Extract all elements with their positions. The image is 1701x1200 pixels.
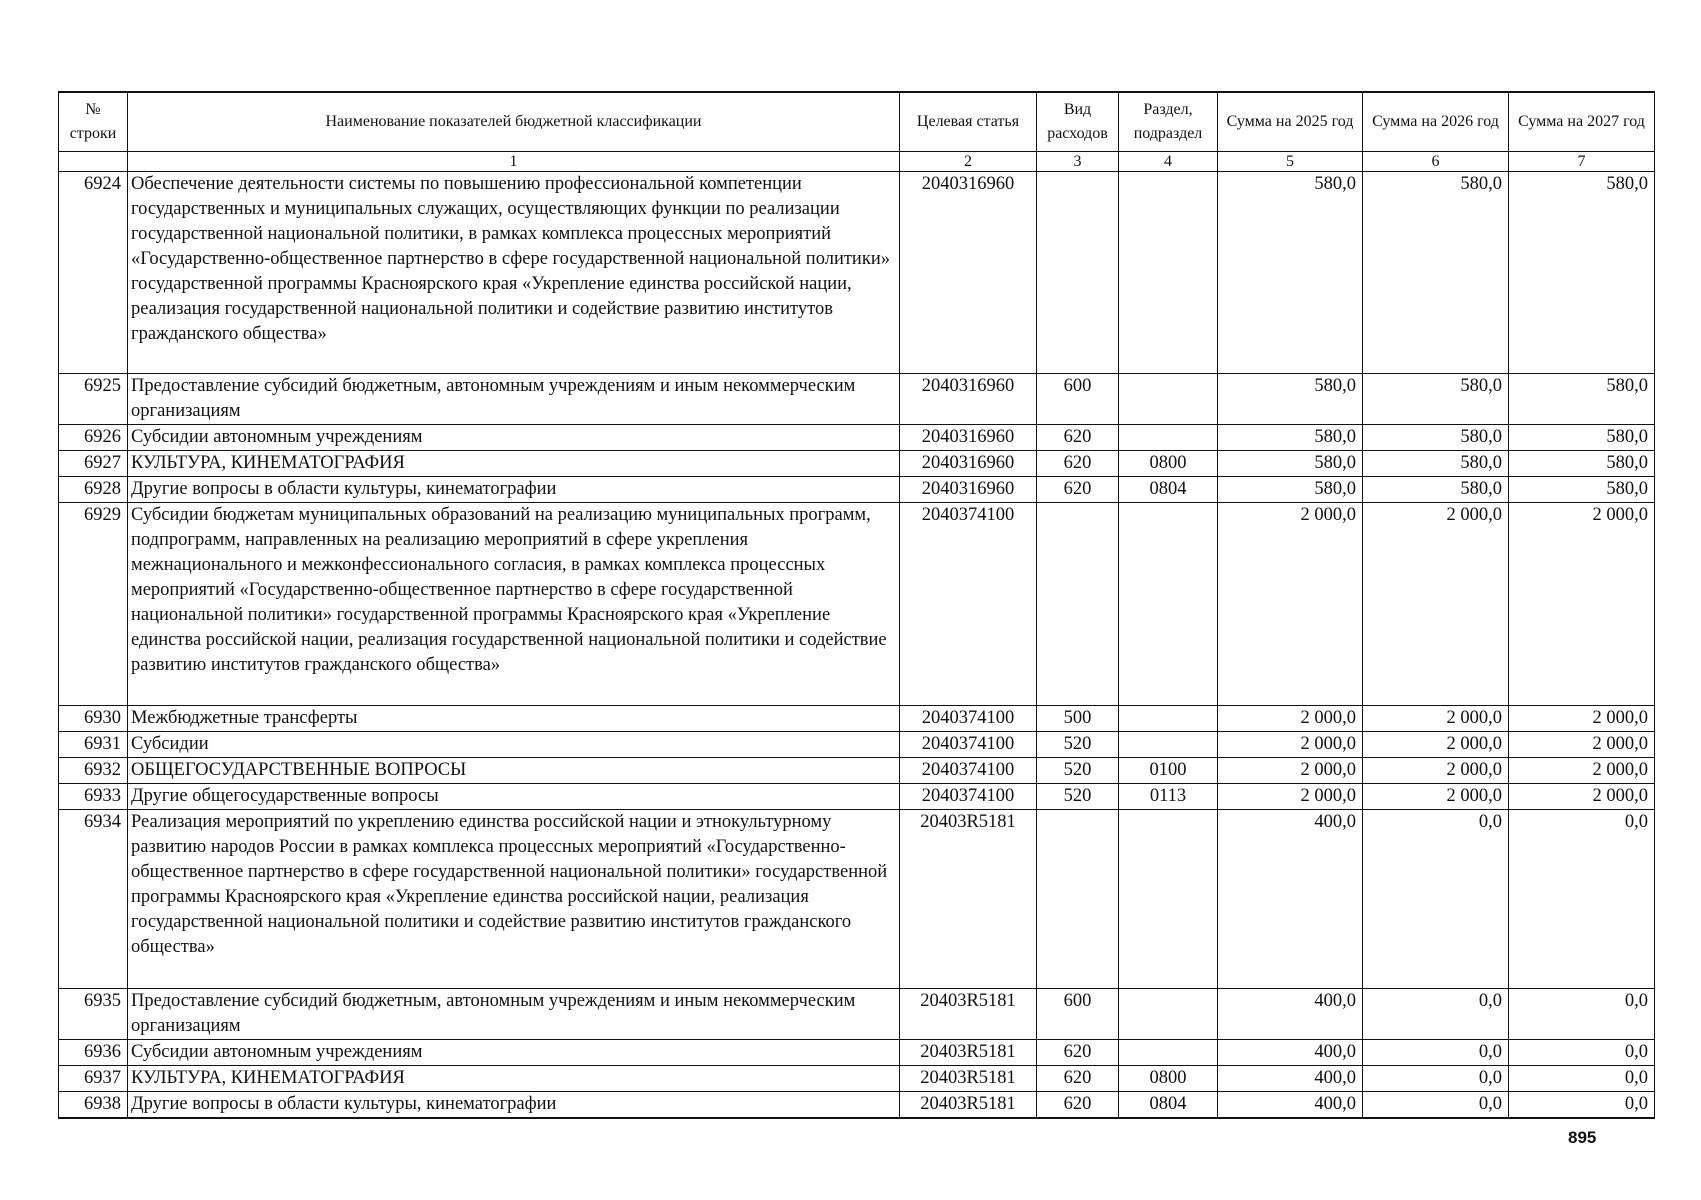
section-code [1119,374,1218,425]
target-item-code: 2040374100 [900,758,1037,784]
sum-2025: 580,0 [1218,172,1363,374]
header-row-number: № строки [59,92,128,152]
indicator-name: КУЛЬТУРА, КИНЕМАТОГРАФИЯ [128,1066,900,1092]
row-number: 6934 [59,810,128,989]
indicator-name: Другие вопросы в области культуры, кинематографии [128,1092,900,1119]
indicator-name: Другие вопросы в области культуры, кинематографии [128,477,900,503]
indicator-name: Субсидии автономным учреждениям [128,1040,900,1066]
expense-type-code: 620 [1037,451,1119,477]
row-number: 6931 [59,732,128,758]
indicator-name: Межбюджетные трансферты [128,706,900,732]
expense-type-code: 600 [1037,989,1119,1040]
target-item-code: 2040374100 [900,706,1037,732]
sum-2026: 580,0 [1363,451,1509,477]
section-code [1119,425,1218,451]
header-section: Раздел, подраздел [1119,92,1218,152]
header-sum-2025: Сумма на 2025 год [1218,92,1363,152]
table-row [59,1040,1655,1066]
section-code: 0800 [1119,1066,1218,1092]
sum-2027: 2 000,0 [1509,503,1655,706]
section-code [1119,706,1218,732]
expense-type-code: 620 [1037,477,1119,503]
indicator-name: Субсидии [128,732,900,758]
column-number: 6 [1363,152,1509,172]
sum-2027: 2 000,0 [1509,784,1655,810]
column-number-row [59,152,1655,172]
indicator-name: Реализация мероприятий по укреплению единства российской нации и этнокультурному развитию народов России в рамках комплекса процессных мероприятий «Государственно-общественное партнерство в сфере государственной национальной политики» государственной программы Красноярского края «Укрепление единства российской нации, реализация государственной национальной политики и содействие развитию институтов гражданского общества» [128,810,900,989]
sum-2025: 2 000,0 [1218,784,1363,810]
section-code: 0800 [1119,451,1218,477]
expense-type-code: 620 [1037,1066,1119,1092]
target-item-code: 2040316960 [900,425,1037,451]
column-number: 4 [1119,152,1218,172]
sum-2025: 400,0 [1218,1066,1363,1092]
target-item-code: 20403R5181 [900,810,1037,989]
target-item-code: 2040316960 [900,374,1037,425]
target-item-code: 2040316960 [900,477,1037,503]
sum-2026: 2 000,0 [1363,732,1509,758]
sum-2025: 2 000,0 [1218,758,1363,784]
sum-2025: 2 000,0 [1218,706,1363,732]
table-row [59,451,1655,477]
header-target-item: Целевая статья [900,92,1037,152]
target-item-code: 2040316960 [900,451,1037,477]
table-row [59,732,1655,758]
header-sum-2026: Сумма на 2026 год [1363,92,1509,152]
section-code [1119,503,1218,706]
sum-2026: 580,0 [1363,172,1509,374]
sum-2027: 580,0 [1509,477,1655,503]
sum-2027: 580,0 [1509,425,1655,451]
expense-type-code [1037,172,1119,374]
table-row [59,758,1655,784]
sum-2026: 580,0 [1363,477,1509,503]
row-number: 6933 [59,784,128,810]
section-code: 0113 [1119,784,1218,810]
sum-2027: 580,0 [1509,451,1655,477]
indicator-name: Обеспечение деятельности системы по повышению профессиональной компетенции государственных и муниципальных служащих, осуществляющих функции по реализации государственной национальной политики, в рамках комплекса процессных мероприятий «Государственно-общественное партнерство в сфере государственной национальной политики» государственной программы Красноярского края «Укрепление единства российской нации, реализация государственной национальной политики и содействие развитию институтов гражданского общества» [128,172,900,374]
section-code [1119,810,1218,989]
indicator-name: Субсидии бюджетам муниципальных образований на реализацию муниципальных программ, подпрограмм, направленных на реализацию мероприятий в сфере укрепления межнационального и межконфессионального согласия, в рамках комплекса процессных мероприятий «Государственно-общественное партнерство в сфере государственной национальной политики» государственной программы Красноярского края «Укрепление единства российской нации, реализация государственной национальной политики и содействие развитию институтов гражданского общества» [128,503,900,706]
header-indicator-name: Наименование показателей бюджетной классификации [128,92,900,152]
page-number: 895 [1568,1128,1597,1147]
target-item-code: 2040374100 [900,784,1037,810]
header-expense-type: Вид расходов [1037,92,1119,152]
sum-2027: 0,0 [1509,1066,1655,1092]
expense-type-code: 500 [1037,706,1119,732]
sum-2027: 2 000,0 [1509,732,1655,758]
expense-type-code: 620 [1037,425,1119,451]
expense-type-code [1037,810,1119,989]
row-number: 6929 [59,503,128,706]
section-code: 0804 [1119,477,1218,503]
sum-2026: 2 000,0 [1363,758,1509,784]
sum-2026: 580,0 [1363,425,1509,451]
table-row [59,810,1655,989]
sum-2027: 0,0 [1509,810,1655,989]
row-number: 6926 [59,425,128,451]
sum-2025: 580,0 [1218,374,1363,425]
sum-2026: 580,0 [1363,374,1509,425]
expense-type-code: 520 [1037,784,1119,810]
sum-2025: 400,0 [1218,989,1363,1040]
row-number: 6927 [59,451,128,477]
column-number: 7 [1509,152,1655,172]
row-number: 6928 [59,477,128,503]
sum-2027: 0,0 [1509,989,1655,1040]
table-row [59,989,1655,1040]
sum-2026: 0,0 [1363,1092,1509,1119]
sum-2025: 400,0 [1218,1092,1363,1119]
row-number: 6930 [59,706,128,732]
sum-2027: 0,0 [1509,1092,1655,1119]
sum-2025: 580,0 [1218,477,1363,503]
sum-2026: 0,0 [1363,1066,1509,1092]
row-number: 6937 [59,1066,128,1092]
sum-2027: 2 000,0 [1509,758,1655,784]
expense-type-code: 520 [1037,758,1119,784]
indicator-name: Предоставление субсидий бюджетным, автономным учреждениям и иным некоммерческим организациям [128,989,900,1040]
row-number: 6924 [59,172,128,374]
sum-2025: 580,0 [1218,425,1363,451]
sum-2026: 0,0 [1363,989,1509,1040]
table-row [59,784,1655,810]
row-number: 6935 [59,989,128,1040]
target-item-code: 20403R5181 [900,1066,1037,1092]
table-body [59,172,1655,1119]
target-item-code: 20403R5181 [900,1092,1037,1119]
indicator-name: ОБЩЕГОСУДАРСТВЕННЫЕ ВОПРОСЫ [128,758,900,784]
row-number: 6938 [59,1092,128,1119]
sum-2027: 2 000,0 [1509,706,1655,732]
table-row [59,706,1655,732]
sum-2026: 0,0 [1363,1040,1509,1066]
sum-2025: 580,0 [1218,451,1363,477]
table-row [59,425,1655,451]
target-item-code: 2040374100 [900,503,1037,706]
target-item-code: 20403R5181 [900,1040,1037,1066]
sum-2026: 2 000,0 [1363,503,1509,706]
row-number: 6932 [59,758,128,784]
sum-2025: 2 000,0 [1218,503,1363,706]
sum-2026: 2 000,0 [1363,784,1509,810]
expense-type-code: 620 [1037,1092,1119,1119]
sum-2025: 400,0 [1218,1040,1363,1066]
expense-type-code [1037,503,1119,706]
section-code [1119,732,1218,758]
table-row [59,374,1655,425]
column-number: 3 [1037,152,1119,172]
row-number: 6936 [59,1040,128,1066]
sum-2025: 2 000,0 [1218,732,1363,758]
expense-type-code: 520 [1037,732,1119,758]
sum-2025: 400,0 [1218,810,1363,989]
section-code: 0804 [1119,1092,1218,1119]
indicator-name: Предоставление субсидий бюджетным, автономным учреждениям и иным некоммерческим организациям [128,374,900,425]
sum-2027: 0,0 [1509,1040,1655,1066]
sum-2026: 2 000,0 [1363,706,1509,732]
column-number: 1 [128,152,900,172]
sum-2027: 580,0 [1509,172,1655,374]
expense-type-code: 620 [1037,1040,1119,1066]
section-code [1119,172,1218,374]
indicator-name: Другие общегосударственные вопросы [128,784,900,810]
budget-classification-table [58,91,1655,1119]
sum-2027: 580,0 [1509,374,1655,425]
target-item-code: 20403R5181 [900,989,1037,1040]
expense-type-code: 600 [1037,374,1119,425]
section-code [1119,1040,1218,1066]
target-item-code: 2040316960 [900,172,1037,374]
table-row [59,172,1655,374]
sum-2026: 0,0 [1363,810,1509,989]
indicator-name: КУЛЬТУРА, КИНЕМАТОГРАФИЯ [128,451,900,477]
column-number: 2 [900,152,1037,172]
target-item-code: 2040374100 [900,732,1037,758]
row-number: 6925 [59,374,128,425]
header-sum-2027: Сумма на 2027 год [1509,92,1655,152]
column-number: 5 [1218,152,1363,172]
indicator-name: Субсидии автономным учреждениям [128,425,900,451]
table-row [59,503,1655,706]
table-row [59,1066,1655,1092]
table-header-row [59,92,1655,152]
table-row [59,1092,1655,1119]
section-code: 0100 [1119,758,1218,784]
section-code [1119,989,1218,1040]
column-number [59,152,128,172]
table-row [59,477,1655,503]
